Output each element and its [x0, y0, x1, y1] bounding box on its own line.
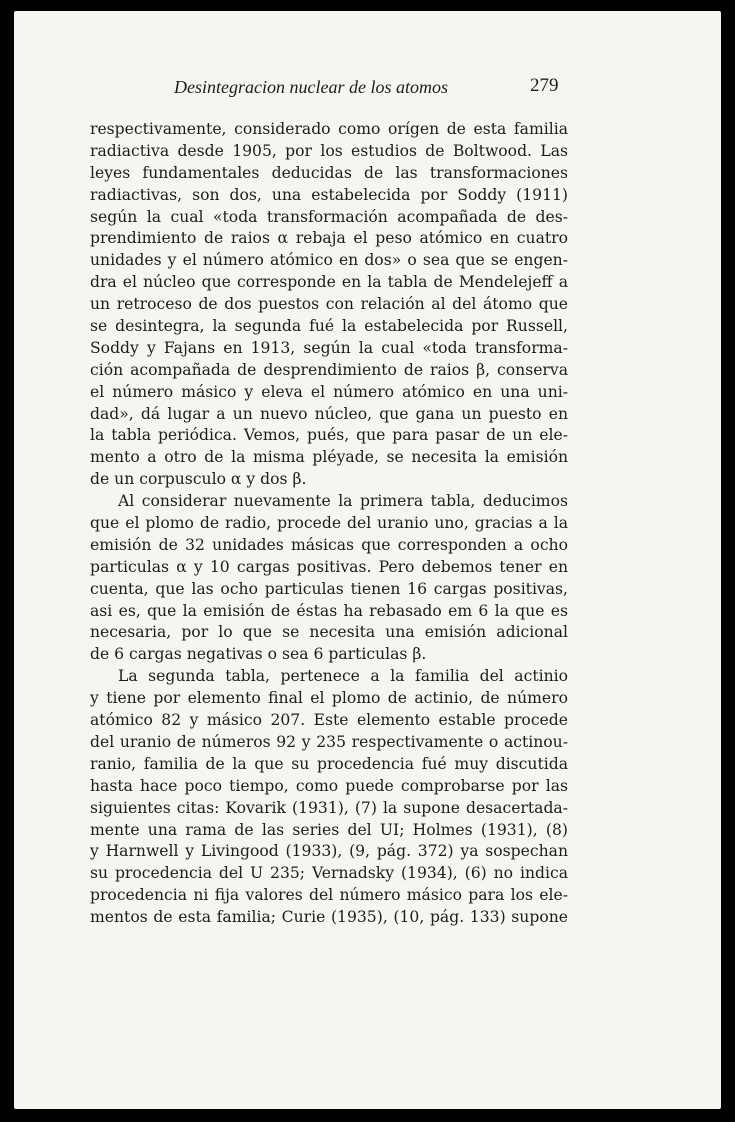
text-line: de 6 cargas negativas o sea 6 particulas β. [90, 645, 427, 664]
text-line: cuenta, que las ocho particulas tienen 16 cargas positivas, [90, 579, 568, 598]
text-line: según la cual «toda transformación acompañada de des- [90, 207, 568, 226]
text-line: mentos de esta familia; Curie (1935), (10, pág. 133) supone [90, 908, 568, 927]
text-line: dad», dá lugar a un nuevo núcleo, que gana un puesto en [90, 404, 568, 423]
text-line: de un corpusculo α y dos β. [90, 470, 307, 489]
text-line: un retroceso de dos puestos con relación al del átomo que [90, 295, 568, 314]
text-line: Soddy y Fajans en 1913, según la cual «toda transforma- [90, 338, 568, 357]
text-line: necesaria, por lo que se necesita una emisión adicional [90, 623, 568, 642]
text-line: radiactivas, son dos, una estabelecida por Soddy (1911) [90, 185, 568, 204]
text-line: ranio, familia de la que su procedencia fué muy discutida [90, 754, 568, 773]
text-line: que el plomo de radio, procede del uranio uno, gracias a la [90, 514, 568, 533]
text-line: la tabla periódica. Vemos, pués, que para pasar de un ele- [90, 426, 568, 445]
text-line: dra el núcleo que corresponde en la tabla de Mendelejeff a [90, 273, 568, 292]
text-line: y Harnwell y Livingood (1933), (9, pág. 372) ya sospechan [90, 842, 568, 861]
text-line: procedencia ni fija valores del número másico para los ele- [90, 886, 568, 905]
text-line: unidades y el número atómico en dos» o sea que se engen- [90, 251, 568, 270]
page-header [14, 71, 721, 101]
paragraph-start-line: La segunda tabla, pertenece a la familia del actinio [118, 667, 568, 686]
text-line: particulas α y 10 cargas positivas. Pero debemos tener en [90, 557, 568, 576]
text-line: leyes fundamentales deducidas de las transformaciones [90, 163, 568, 182]
text-line: se desintegra, la segunda fué la estabelecida por Russell, [90, 317, 568, 336]
text-line: respectivamente, considerado como orígen de esta familia [90, 120, 568, 138]
body-text [90, 119, 568, 929]
page-number: 279 [530, 75, 559, 96]
text-line: hasta hace poco tiempo, como puede comprobarse por las [90, 776, 568, 795]
text-line: radiactiva desde 1905, por los estudios de Boltwood. Las [90, 141, 568, 160]
text-line: ción acompañada de desprendimiento de raios β, conserva [90, 360, 568, 379]
text-line: el número másico y eleva el número atómico en una uni- [90, 382, 568, 401]
text-line: atómico 82 y másico 207. Este elemento estable procede [90, 711, 568, 730]
paragraph-start-line: Al considerar nuevamente la primera tabla, deducimos [118, 492, 568, 511]
text-line: mente una rama de las series del UI; Holmes (1931), (8) [90, 820, 568, 839]
text-line: emisión de 32 unidades másicas que corresponden a ocho [90, 535, 568, 554]
text-line: prendimiento de raios α rebaja el peso atómico en cuatro [90, 229, 568, 248]
text-line: y tiene por elemento final el plomo de actinio, de número [90, 689, 568, 708]
text-line: del uranio de números 92 y 235 respectivamente o actinou- [90, 732, 568, 751]
text-line: mento a otro de la misma pléyade, se necesita la emisión [90, 448, 568, 467]
book-page [14, 11, 721, 1109]
running-title: Desintegracion nuclear de los atomos [174, 77, 448, 97]
text-line: asi es, que la emisión de éstas ha rebasado em 6 la que es [90, 601, 568, 620]
text-line: su procedencia del U 235; Vernadsky (1934), (6) no indica [90, 864, 568, 883]
text-line: siguientes citas: Kovarik (1931), (7) la supone desacertada- [90, 798, 568, 817]
